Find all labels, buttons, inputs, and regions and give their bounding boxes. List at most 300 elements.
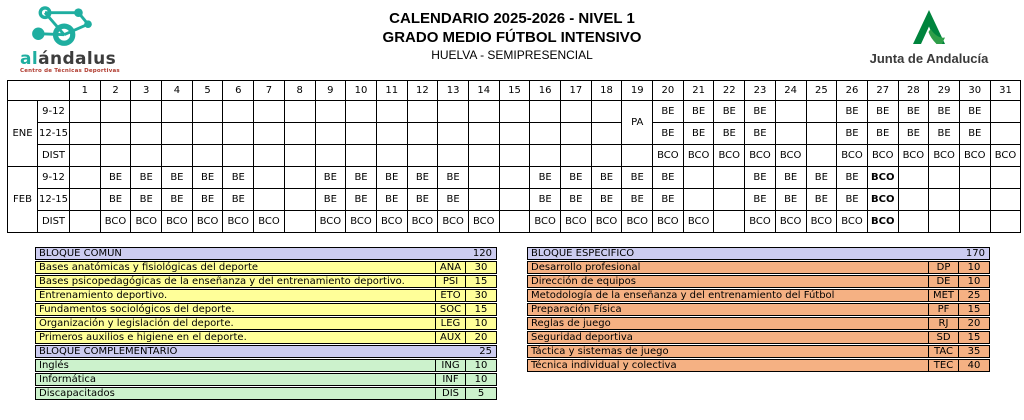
month-label-ene: ENE: [8, 101, 38, 167]
calendar-cell-ene-DIST-d16: [530, 145, 561, 167]
block-total-hours: 120: [472, 248, 492, 259]
calendar-cell-ene-9-12-d7: [254, 101, 285, 123]
calendar-cell-ene-12-15-d6: [223, 123, 254, 145]
calendar-cell-ene-9-12-d18: [591, 101, 622, 123]
subject-hours: 35: [958, 346, 989, 357]
calendar-cell-ene-9-12-d16: [530, 101, 561, 123]
calendar-cell-feb-9-12-d9: BE: [315, 167, 346, 189]
subject-hours: 10: [465, 360, 496, 371]
session-label-feb-12-15: 12-15: [38, 189, 70, 211]
calendar-cell-ene-9-12-d5: [192, 101, 223, 123]
subject-hours: 10: [465, 318, 496, 329]
day-header-14: 14: [468, 81, 499, 101]
calendar-cell-feb-DIST-d1: [70, 211, 101, 233]
calendar-cell-feb-DIST-d3: BCO: [131, 211, 162, 233]
calendar-cell-feb-9-12-d30: [959, 167, 990, 189]
calendar-cell-ene-9-12-d30: BE: [959, 101, 990, 123]
day-header-19: 19: [622, 81, 653, 101]
calendar-cell-feb-9-12-d7: [254, 167, 285, 189]
calendar-cell-ene-12-15-d15: [499, 123, 530, 145]
day-header-3: 3: [131, 81, 162, 101]
brand-tagline: Centro de Técnicas Deportivas: [20, 68, 120, 74]
calendar-cell-feb-DIST-d6: BCO: [223, 211, 254, 233]
calendar-cell-ene-9-12-d13: [438, 101, 469, 123]
day-header-29: 29: [929, 81, 960, 101]
session-label-feb-9-12: 9-12: [38, 167, 70, 189]
subject-code: MET: [928, 290, 958, 301]
calendar-cell-feb-DIST-d24: BCO: [775, 211, 806, 233]
subject-hours: 10: [465, 374, 496, 385]
junta-logo: [854, 7, 1004, 66]
calendar-cell-ene-12-15-d22: BE: [714, 123, 745, 145]
subject-hours: 30: [465, 262, 496, 273]
calendar-cell-feb-12-15-d26: BE: [837, 189, 868, 211]
calendar-cell-feb-12-15-d5: BE: [192, 189, 223, 211]
calendar-cell-feb-12-15-d25: BE: [806, 189, 837, 211]
block-header-row: [527, 247, 990, 260]
calendar-cell-feb-12-15-d13: BE: [438, 189, 469, 211]
calendar-cell-feb-DIST-d20: BCO: [653, 211, 684, 233]
calendar-cell-feb-DIST-d4: BCO: [162, 211, 193, 233]
day-header-24: 24: [775, 81, 806, 101]
calendar-cell-feb-12-15-d4: BE: [162, 189, 193, 211]
day-header-27: 27: [867, 81, 898, 101]
calendar-cell-feb-DIST-d10: BCO: [346, 211, 377, 233]
day-header-4: 4: [162, 81, 193, 101]
calendar-cell-feb-9-12-d5: BE: [192, 167, 223, 189]
calendar-cell-feb-12-15-d24: BE: [775, 189, 806, 211]
calendar-cell-feb-9-12-d19: BE: [622, 167, 653, 189]
block-total-hours: 170: [965, 248, 985, 259]
calendar-cell-feb-9-12-d24: BE: [775, 167, 806, 189]
calendar-cell-ene-12-15-d8: [284, 123, 315, 145]
calendar-cell-feb-12-15-d11: BE: [376, 189, 407, 211]
subject-hours: 15: [958, 332, 989, 343]
block-subject-row: [527, 345, 990, 358]
bloque-comun-table: [35, 247, 497, 401]
calendar-cell-ene-DIST-d27: BCO: [867, 145, 898, 167]
block-row-label: Metodología de la enseñanza y del entrenamiento del Fútbol: [531, 290, 835, 301]
day-header-15: 15: [499, 81, 530, 101]
junta-label: Junta de Andalucía: [869, 51, 989, 66]
calendar-cell-ene-12-15-d17: [561, 123, 592, 145]
calendar-cell-ene-DIST-d13: [438, 145, 469, 167]
calendar-cell-ene-12-15-d1: [70, 123, 101, 145]
calendar-cell-ene-9-12-d24: [775, 101, 806, 123]
day-header-20: 20: [653, 81, 684, 101]
block-subject-row: [527, 331, 990, 344]
calendar-cell-feb-12-15-d8: [284, 189, 315, 211]
calendar-cell-feb-DIST-d29: [929, 211, 960, 233]
calendar-cell-feb-12-15-d16: BE: [530, 189, 561, 211]
calendar-cell-ene-DIST-d30: BCO: [959, 145, 990, 167]
calendar-cell-ene-9-12-d9: [315, 101, 346, 123]
calendar-cell-feb-12-15-d23: BE: [745, 189, 776, 211]
day-header-18: 18: [591, 81, 622, 101]
title-line1: CALENDARIO 2025-2026 - NIVEL 1: [389, 10, 635, 27]
calendar-cell-ene-DIST-d26: BCO: [837, 145, 868, 167]
calendar-cell-ene-9-12-d21: BE: [683, 101, 714, 123]
calendar-cell-ene-DIST-d28: BCO: [898, 145, 929, 167]
calendar-cell-ene-12-15-d2: [100, 123, 131, 145]
subject-hours: 30: [465, 290, 496, 301]
day-header-16: 16: [530, 81, 561, 101]
calendar-cell-feb-DIST-d30: [959, 211, 990, 233]
junta-a-icon: [908, 7, 950, 47]
block-subject-row: [527, 261, 990, 274]
calendar-cell-ene-DIST-d21: BCO: [683, 145, 714, 167]
calendar-cell-ene-DIST-d19: [622, 145, 653, 167]
day-header-8: 8: [284, 81, 315, 101]
title-line3: HUELVA - SEMIPRESENCIAL: [431, 48, 593, 62]
calendar-cell-feb-9-12-d26: BE: [837, 167, 868, 189]
calendar-cell-ene-12-15-d28: BE: [898, 123, 929, 145]
calendar-cell-ene-9-12-d10: [346, 101, 377, 123]
calendar-cell-ene-DIST-d4: [162, 145, 193, 167]
calendar-cell-feb-DIST-d9: BCO: [315, 211, 346, 233]
day-header-22: 22: [714, 81, 745, 101]
subject-code: RJ: [928, 318, 958, 329]
day-header-25: 25: [806, 81, 837, 101]
calendar-cell-feb-12-15-d6: BE: [223, 189, 254, 211]
calendar-cell-ene-9-12-d17: [561, 101, 592, 123]
subject-code: AUX: [435, 332, 465, 343]
calendar-cell-feb-12-15-d31: [990, 189, 1021, 211]
calendar-cell-feb-12-15-d20: BE: [653, 189, 684, 211]
day-header-5: 5: [192, 81, 223, 101]
calendar-cell-ene-9-12-d4: [162, 101, 193, 123]
calendar-cell-ene-12-15-d30: BE: [959, 123, 990, 145]
block-row-label: Organización y legislación del deporte.: [39, 318, 234, 329]
calendar-cell-feb-12-15-d12: BE: [407, 189, 438, 211]
calendar-cell-feb-12-15-d1: [70, 189, 101, 211]
calendar-cell-ene-DIST-d7: [254, 145, 285, 167]
block-row-label: Seguridad deportiva: [531, 332, 633, 343]
calendar-cell-feb-DIST-d5: BCO: [192, 211, 223, 233]
day-header-2: 2: [100, 81, 131, 101]
calendar-cell-feb-12-15-d28: [898, 189, 929, 211]
calendar-cell-feb-12-15-d15: [499, 189, 530, 211]
calendar-cell-ene-9-12-d31: [990, 101, 1021, 123]
session-label-ene-12-15: 12-15: [38, 123, 70, 145]
block-subject-row: [35, 289, 497, 302]
day-header-17: 17: [561, 81, 592, 101]
calendar-cell-ene-12-15-d12: [407, 123, 438, 145]
calendar-cell-ene-9-12-d20: BE: [653, 101, 684, 123]
subject-code: ANA: [435, 262, 465, 273]
calendar-cell-feb-9-12-d28: [898, 167, 929, 189]
calendar-cell-feb-12-15-d22: [714, 189, 745, 211]
block-header-row: [35, 345, 497, 358]
calendar-cell-ene-9-12-d25: [806, 101, 837, 123]
calendar-cell-feb-DIST-d13: BCO: [438, 211, 469, 233]
subject-hours: 5: [465, 388, 496, 399]
calendar-grid: [7, 80, 1021, 233]
block-row-label: BLOQUE ESPECÍFICO: [531, 248, 635, 259]
subject-hours: 25: [958, 290, 989, 301]
calendar-cell-ene-9-12-d2: [100, 101, 131, 123]
calendar-cell-feb-12-15-d30: [959, 189, 990, 211]
subject-code: SOC: [435, 304, 465, 315]
calendar-cell-feb-9-12-d22: [714, 167, 745, 189]
calendar-cell-feb-9-12-d14: [468, 167, 499, 189]
calendar-cell-ene-DIST-d1: [70, 145, 101, 167]
calendar-cell-ene-DIST-d12: [407, 145, 438, 167]
calendar-cell-ene-12-15-d7: [254, 123, 285, 145]
subject-code: LEG: [435, 318, 465, 329]
block-subject-row: [35, 387, 497, 400]
calendar-cell-ene-12-15-d10: [346, 123, 377, 145]
calendar-cell-feb-DIST-d12: BCO: [407, 211, 438, 233]
calendar-cell-ene-DIST-d10: [346, 145, 377, 167]
calendar-cell-feb-12-15-d27: BCO: [867, 189, 898, 211]
calendar-cell-feb-9-12-d25: BE: [806, 167, 837, 189]
block-subject-row: [527, 359, 990, 372]
calendar-cell-feb-DIST-d31: [990, 211, 1021, 233]
block-subject-row: [35, 331, 497, 344]
calendar-cell-feb-DIST-d8: [284, 211, 315, 233]
block-row-label: Discapacitados: [39, 388, 115, 399]
subject-hours: 40: [958, 360, 989, 371]
calendar-cell-ene-9-12-d23: BE: [745, 101, 776, 123]
calendar-cell-feb-9-12-d2: BE: [100, 167, 131, 189]
calendar-cell-ene-12-15-d27: BE: [867, 123, 898, 145]
calendar-cell-ene-12-15-d13: [438, 123, 469, 145]
subject-code: SD: [928, 332, 958, 343]
bloque-especifico-table: [527, 247, 990, 373]
calendar-cell-ene-9-12-d22: BE: [714, 101, 745, 123]
calendar-cell-ene-9-12-d28: BE: [898, 101, 929, 123]
calendar-cell-feb-9-12-d17: BE: [561, 167, 592, 189]
day-header-1: 1: [70, 81, 101, 101]
calendar-cell-feb-9-12-d1: [70, 167, 101, 189]
brand-name-accent: al: [20, 49, 39, 69]
subject-code: DIS: [435, 388, 465, 399]
calendar-cell-ene-12-15-d23: BE: [745, 123, 776, 145]
calendar-cell-feb-9-12-d6: BE: [223, 167, 254, 189]
calendar-cell-feb-12-15-d10: BE: [346, 189, 377, 211]
calendar-cell-ene-9-12-d8: [284, 101, 315, 123]
day-header-13: 13: [438, 81, 469, 101]
calendar-cell-feb-DIST-d26: BCO: [837, 211, 868, 233]
calendar-cell-ene-12-15-d3: [131, 123, 162, 145]
subject-code: DP: [928, 262, 958, 273]
brand-name-rest: ándalus: [38, 49, 117, 69]
subject-code: TEC: [928, 360, 958, 371]
block-subject-row: [35, 275, 497, 288]
block-subject-row: [35, 373, 497, 386]
calendar-cell-ene-9-12-d6: [223, 101, 254, 123]
day-header-23: 23: [745, 81, 776, 101]
calendar-cell-ene-12-15-d29: BE: [929, 123, 960, 145]
calendar-cell-ene-12-15-d21: BE: [683, 123, 714, 145]
subject-code: TAC: [928, 346, 958, 357]
block-row-label: Fundamentos sociológicos del deporte.: [39, 304, 235, 315]
calendar-cell-ene-12-15-d9: [315, 123, 346, 145]
day-header-31: 31: [990, 81, 1021, 101]
block-row-label: Entrenamiento deportivo.: [39, 290, 168, 301]
calendar-cell-feb-12-15-d9: BE: [315, 189, 346, 211]
block-row-label: BLOQUE COMPLEMENTARIO: [39, 346, 178, 357]
block-row-label: Primeros auxilios e higiene en el deporte.: [39, 332, 247, 343]
calendar-cell-feb-9-12-d11: BE: [376, 167, 407, 189]
calendar-cell-feb-12-15-d19: BE: [622, 189, 653, 211]
calendar-cell-ene-DIST-d14: [468, 145, 499, 167]
calendar-cell-ene-DIST-d5: [192, 145, 223, 167]
block-total-hours: 25: [479, 346, 492, 357]
calendar-cell-ene-DIST-d6: [223, 145, 254, 167]
block-row-label: Bases psicopedagógicas de la enseñanza y del entrenamiento deportivo.: [39, 276, 405, 287]
subject-code: PSI: [435, 276, 465, 287]
calendar-cell-feb-12-15-d29: [929, 189, 960, 211]
block-row-label: Técnica individual y colectiva: [531, 360, 677, 371]
calendar-cell-feb-9-12-d3: BE: [131, 167, 162, 189]
calendar-cell-ene-DIST-d18: [591, 145, 622, 167]
block-row-label: Dirección de equipos: [531, 276, 636, 287]
calendar-cell-ene-9-12-d19: PA: [622, 101, 653, 145]
calendar-cell-feb-DIST-d27: BCO: [867, 211, 898, 233]
block-subject-row: [35, 261, 497, 274]
calendar-cell-ene-DIST-d15: [499, 145, 530, 167]
block-row-label: Desarrollo profesional: [531, 262, 641, 273]
block-row-label: Inglés: [39, 360, 69, 371]
day-header-21: 21: [683, 81, 714, 101]
calendar-cell-feb-9-12-d10: BE: [346, 167, 377, 189]
day-header-12: 12: [407, 81, 438, 101]
calendar-cell-ene-9-12-d29: BE: [929, 101, 960, 123]
block-row-label: Táctica y sistemas de juego: [531, 346, 669, 357]
block-subject-row: [35, 317, 497, 330]
calendar-cell-ene-12-15-d24: [775, 123, 806, 145]
calendar-cell-ene-DIST-d24: BCO: [775, 145, 806, 167]
calendar-cell-feb-9-12-d27: BCO: [867, 167, 898, 189]
calendar-cell-ene-12-15-d16: [530, 123, 561, 145]
day-header-28: 28: [898, 81, 929, 101]
calendar-cell-ene-12-15-d31: [990, 123, 1021, 145]
block-subject-row: [35, 303, 497, 316]
day-header-7: 7: [254, 81, 285, 101]
calendar-cell-feb-DIST-d28: [898, 211, 929, 233]
calendar-cell-ene-DIST-d31: BCO: [990, 145, 1021, 167]
calendar-cell-feb-DIST-d22: [714, 211, 745, 233]
session-label-ene-DIST: DIST: [38, 145, 70, 167]
day-header-6: 6: [223, 81, 254, 101]
subject-code: DE: [928, 276, 958, 287]
calendar-cell-ene-9-12-d15: [499, 101, 530, 123]
calendar-cell-feb-9-12-d21: [683, 167, 714, 189]
calendar-cell-feb-DIST-d14: BCO: [468, 211, 499, 233]
subject-hours: 15: [465, 276, 496, 287]
calendar-cell-feb-DIST-d25: BCO: [806, 211, 837, 233]
calendar-cell-feb-12-15-d2: BE: [100, 189, 131, 211]
subject-code: ETO: [435, 290, 465, 301]
block-row-label: BLOQUE COMÚN: [39, 248, 122, 259]
calendar-cell-ene-12-15-d18: [591, 123, 622, 145]
calendar-cell-ene-12-15-d20: BE: [653, 123, 684, 145]
calendar-cell-feb-DIST-d15: [499, 211, 530, 233]
session-label-feb-DIST: DIST: [38, 211, 70, 233]
day-header-10: 10: [346, 81, 377, 101]
calendar-cell-feb-DIST-d19: BCO: [622, 211, 653, 233]
subject-hours: 10: [958, 262, 989, 273]
calendar-cell-ene-9-12-d11: [376, 101, 407, 123]
subject-hours: 15: [958, 304, 989, 315]
calendar-cell-ene-9-12-d12: [407, 101, 438, 123]
calendar-cell-ene-9-12-d1: [70, 101, 101, 123]
subject-hours: 15: [465, 304, 496, 315]
calendar-cell-feb-9-12-d23: BE: [745, 167, 776, 189]
subject-hours: 20: [958, 318, 989, 329]
subject-code: PF: [928, 304, 958, 315]
calendar-cell-feb-12-15-d21: [683, 189, 714, 211]
calendar-cell-ene-12-15-d26: BE: [837, 123, 868, 145]
calendar-cell-feb-12-15-d18: BE: [591, 189, 622, 211]
calendar-cell-ene-9-12-d14: [468, 101, 499, 123]
calendar-cell-ene-12-15-d25: [806, 123, 837, 145]
day-header-30: 30: [959, 81, 990, 101]
calendar-cell-feb-9-12-d8: [284, 167, 315, 189]
calendar-cell-feb-9-12-d31: [990, 167, 1021, 189]
calendar-cell-ene-DIST-d23: BCO: [745, 145, 776, 167]
subject-hours: 10: [958, 276, 989, 287]
calendar-cell-feb-9-12-d20: BE: [653, 167, 684, 189]
block-subject-row: [527, 317, 990, 330]
calendar-cell-ene-9-12-d3: [131, 101, 162, 123]
block-subject-row: [527, 303, 990, 316]
calendar-cell-ene-DIST-d11: [376, 145, 407, 167]
calendar-cell-feb-12-15-d7: [254, 189, 285, 211]
calendar-cell-feb-9-12-d16: BE: [530, 167, 561, 189]
block-subject-row: [527, 275, 990, 288]
calendar-cell-ene-12-15-d14: [468, 123, 499, 145]
block-row-label: Bases anatómicas y fisiológicas del deporte: [39, 262, 259, 273]
block-row-label: Reglas de juego: [531, 318, 611, 329]
calendar-cell-feb-DIST-d11: BCO: [376, 211, 407, 233]
calendar-cell-feb-DIST-d2: BCO: [100, 211, 131, 233]
calendar-cell-ene-DIST-d25: [806, 145, 837, 167]
calendar-cell-ene-DIST-d17: [561, 145, 592, 167]
block-row-label: Preparación Física: [531, 304, 622, 315]
block-header-row: [35, 247, 497, 260]
calendar-cell-ene-DIST-d3: [131, 145, 162, 167]
block-subject-row: [35, 359, 497, 372]
calendar-cell-ene-9-12-d27: BE: [867, 101, 898, 123]
calendar-cell-ene-DIST-d2: [100, 145, 131, 167]
calendar-cell-ene-12-15-d11: [376, 123, 407, 145]
calendar-cell-feb-9-12-d13: BE: [438, 167, 469, 189]
calendar-cell-ene-DIST-d8: [284, 145, 315, 167]
calendar-cell-feb-9-12-d4: BE: [162, 167, 193, 189]
calendar-cell-ene-9-12-d26: BE: [837, 101, 868, 123]
calendar-cell-ene-12-15-d4: [162, 123, 193, 145]
calendar-cell-feb-12-15-d14: [468, 189, 499, 211]
calendar-cell-ene-DIST-d22: BCO: [714, 145, 745, 167]
calendar-cell-feb-9-12-d15: [499, 167, 530, 189]
calendar-cell-feb-DIST-d18: BCO: [591, 211, 622, 233]
calendar-cell-ene-DIST-d9: [315, 145, 346, 167]
calendar-cell-ene-DIST-d20: BCO: [653, 145, 684, 167]
subject-code: INF: [435, 374, 465, 385]
block-subject-row: [527, 289, 990, 302]
calendar-cell-feb-DIST-d21: BCO: [683, 211, 714, 233]
calendar-cell-feb-12-15-d3: BE: [131, 189, 162, 211]
calendar-cell-feb-9-12-d18: BE: [591, 167, 622, 189]
calendar-corner: [8, 81, 70, 101]
calendar-cell-feb-DIST-d17: BCO: [561, 211, 592, 233]
day-header-26: 26: [837, 81, 868, 101]
calendar-cell-feb-DIST-d16: BCO: [530, 211, 561, 233]
month-label-feb: FEB: [8, 167, 38, 233]
